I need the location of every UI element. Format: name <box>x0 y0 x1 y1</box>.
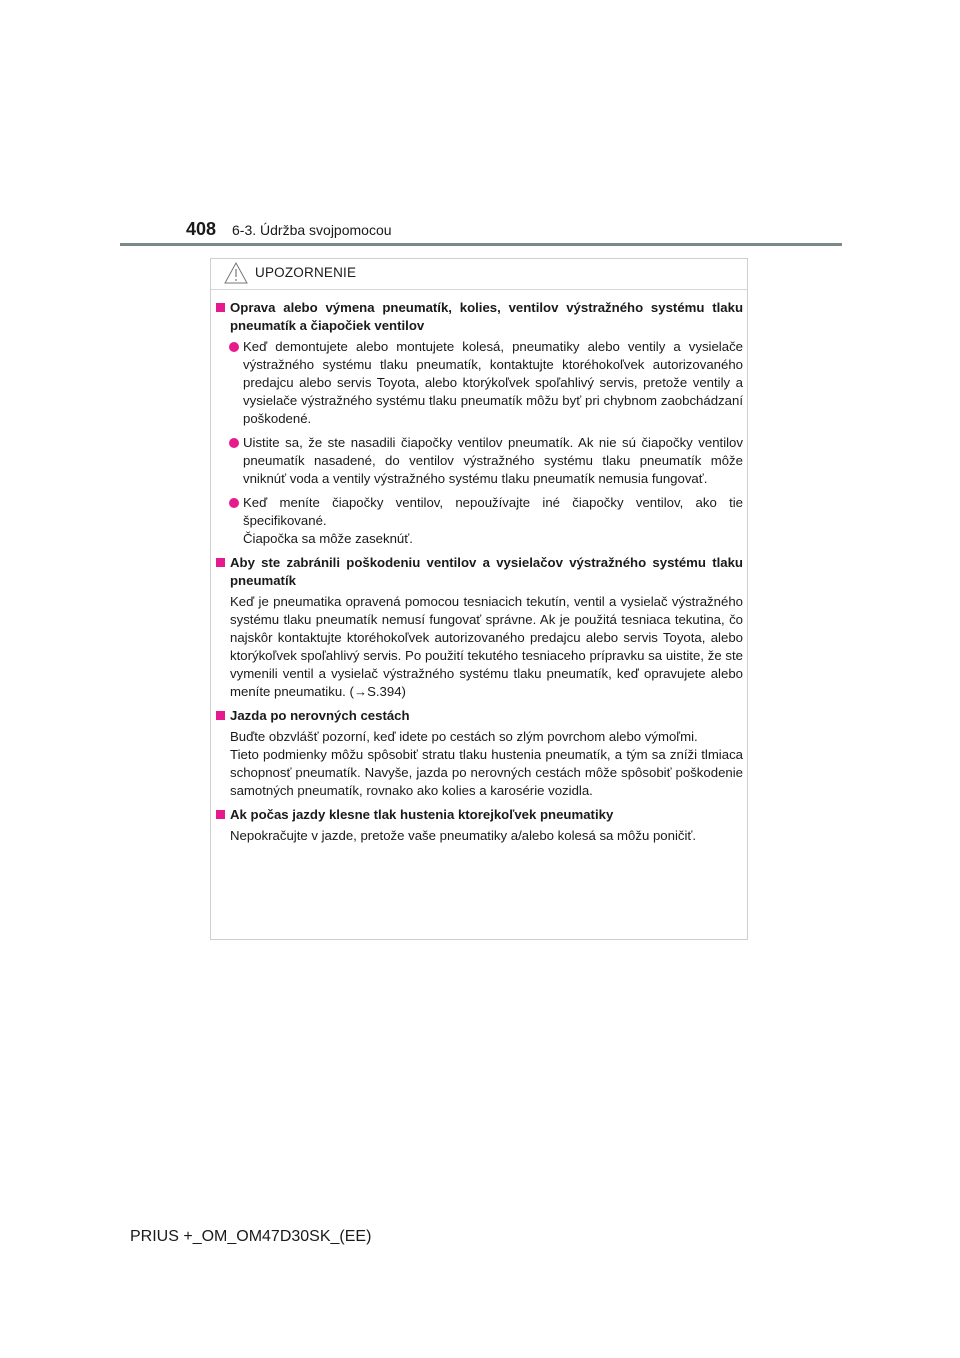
warning-box <box>210 258 748 940</box>
section-heading-text: Oprava alebo výmena pneumatík, kolies, ventilov výstražného systému tlaku pneumatík a čiapočiek ventilov <box>230 300 743 333</box>
warning-title: UPOZORNENIE <box>255 265 357 280</box>
square-bullet-icon <box>216 558 225 567</box>
section-heading <box>215 299 743 335</box>
section-paragraph-line: Tieto podmienky môžu spôsobiť stratu tlaku hustenia pneumatík, a tým sa zníži tlmiaca schopnosť pneumatík. Navyše, jazda po nerovných cestách môže spôsobiť poškodenie samotných pneumatík, rovnako ako kolies a karosérie vozidla. <box>230 747 743 798</box>
section-heading <box>215 806 743 824</box>
section-heading-text: Jazda po nerovných cestách <box>230 708 410 723</box>
round-bullet-icon <box>229 438 239 448</box>
square-bullet-icon <box>216 711 225 720</box>
list-item <box>215 338 743 428</box>
list-item <box>215 494 743 548</box>
square-bullet-icon <box>216 810 225 819</box>
round-bullet-icon <box>229 342 239 352</box>
square-bullet-icon <box>216 303 225 312</box>
section-paragraph: Keď je pneumatika opravená pomocou tesniacich tekutín, ventil a vysielač výstražného systému tlaku pneumatík nemusí fungovať správne. Ak je použitá tesniaca tekutina, čo najskôr kontaktujte ktoréhokoľvek autorizovaného predajcu alebo servis Toyota, alebo ktorýkoľvek spoľahlivý servis. Po použití tekutého tesniaceho prípravku sa uistite, že ste vymenili ventil a vysielač výstražného systému tlaku pneumatík, keď opravujete alebo meníte pneumatiku. (→S.394) <box>230 594 743 699</box>
warning-triangle-icon <box>224 262 248 284</box>
section-heading-text: Aby ste zabránili poškodeniu ventilov a vysielačov výstražného systému tlaku pneumatík <box>230 555 743 588</box>
header-rule <box>120 243 842 246</box>
section-heading <box>215 554 743 590</box>
warning-content <box>215 299 743 851</box>
section-paragraph-line: Buďte obzvlášť pozorní, keď idete po cestách so zlým povrchom alebo výmoľmi. <box>230 729 698 744</box>
section-heading-text: Ak počas jazdy klesne tlak hustenia ktorejkoľvek pneumatiky <box>230 807 614 822</box>
document-code: PRIUS +_OM_OM47D30SK_(EE) <box>130 1228 372 1245</box>
warning-header <box>211 259 747 290</box>
list-item <box>215 434 743 488</box>
section-heading <box>215 707 743 725</box>
page-number: 408 <box>186 219 217 239</box>
list-item-text: Uistite sa, že ste nasadili čiapočky ventilov pneumatík. Ak nie sú čiapočky ventilov pneumatík nasadené, do ventilov výstražného systému tlaku pneumatík môže vniknúť voda a ventily výstražného systému tlaku pneumatík nemusia fungovať. <box>243 435 743 486</box>
round-bullet-icon <box>229 498 239 508</box>
section-paragraph: Nepokračujte v jazde, pretože vaše pneumatiky a/alebo kolesá sa môžu poničiť. <box>230 828 697 843</box>
list-item-text: Keď meníte čiapočky ventilov, nepoužívajte iné čiapočky ventilov, ako tie špecifikované. <box>243 495 743 528</box>
list-item-text: Keď demontujete alebo montujete kolesá, pneumatiky alebo ventily a vysielače výstražného systému tlaku pneumatík, kontaktujte ktoréhokoľvek autorizovaného predajcu alebo servis Toyota, alebo ktorýkoľvek spoľahlivý servis, pretože ventily a vysielače výstražného systému tlaku pneumatík môžu byť pri chybnom zaobchádzaní poškodené. <box>243 339 743 426</box>
list-item-text-note: Čiapočka sa môže zaseknúť. <box>243 531 413 546</box>
section-paragraph <box>215 728 743 800</box>
section-title: 6-3. Údržba svojpomocou <box>232 222 392 238</box>
